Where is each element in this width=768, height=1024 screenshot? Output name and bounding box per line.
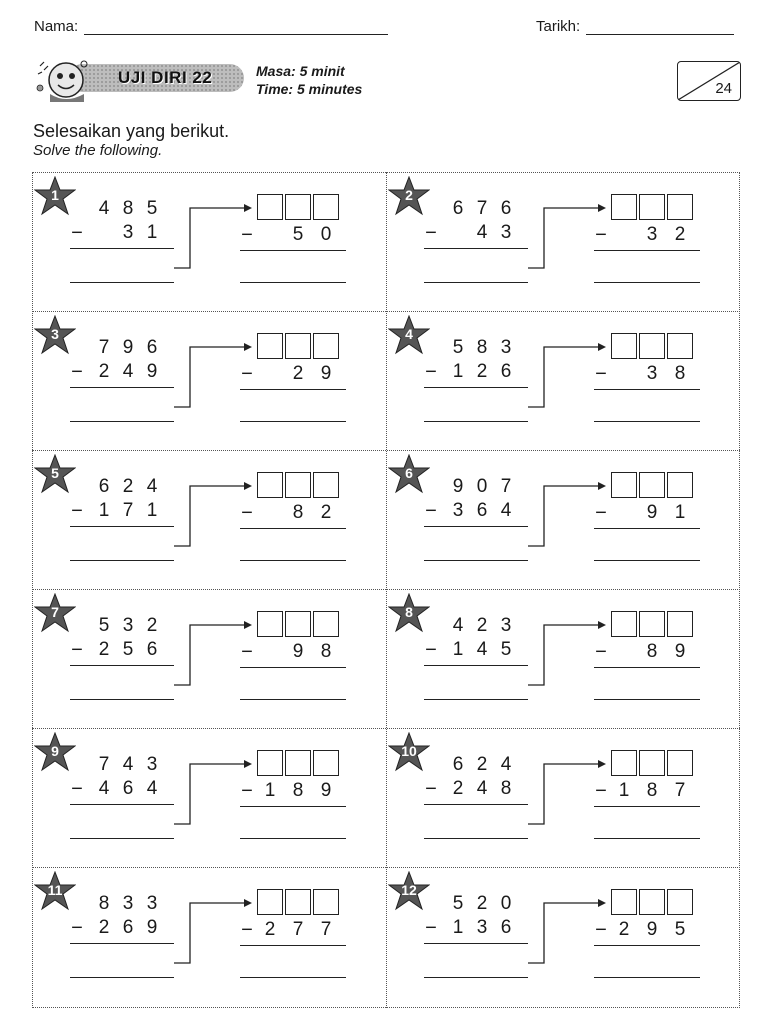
problem-7 [32, 589, 386, 728]
minus-sign: − [71, 917, 83, 939]
answer-line[interactable] [240, 421, 346, 422]
answer-line[interactable] [594, 838, 700, 839]
digit: 3 [476, 917, 488, 938]
answer-line[interactable] [594, 560, 700, 561]
digit: 8 [646, 780, 658, 801]
digit: 8 [674, 363, 686, 384]
digit: 9 [452, 476, 464, 497]
minus-sign: − [595, 641, 607, 663]
digit: 5 [146, 198, 158, 219]
digit: 2 [146, 615, 158, 636]
minus-sign: − [71, 639, 83, 661]
digit: 7 [98, 754, 110, 775]
digit: 1 [146, 500, 158, 521]
problem-number: 5 [51, 465, 59, 481]
clipart-icon [32, 54, 94, 106]
digit: 1 [146, 222, 158, 243]
digit: 7 [476, 198, 488, 219]
title-banner [32, 54, 244, 106]
answer-line[interactable] [594, 699, 700, 700]
digit: 2 [476, 754, 488, 775]
sum-rule [594, 806, 700, 807]
digit: 1 [452, 917, 464, 938]
answer-box[interactable] [257, 194, 283, 220]
minus-sign: − [71, 778, 83, 800]
digit: 2 [476, 615, 488, 636]
digit: 0 [476, 476, 488, 497]
digit: 1 [264, 780, 276, 801]
answer-line[interactable] [240, 560, 346, 561]
digit: 6 [146, 639, 158, 660]
answer-box[interactable] [257, 611, 283, 637]
digit: 6 [122, 917, 134, 938]
minus-sign: − [595, 780, 607, 802]
answer-box[interactable] [285, 750, 311, 776]
answer-box[interactable] [667, 333, 693, 359]
digit: 3 [500, 222, 512, 243]
sum-rule [594, 250, 700, 251]
score-total: 24 [715, 80, 732, 97]
minus-sign: − [71, 222, 83, 244]
tarikh-field[interactable] [536, 18, 734, 35]
digit: 6 [122, 778, 134, 799]
problem-11 [32, 867, 386, 1006]
minus-sign: − [71, 361, 83, 383]
minus-sign: − [425, 361, 437, 383]
digit: 2 [98, 917, 110, 938]
digit: 9 [646, 919, 658, 940]
digit: 3 [146, 893, 158, 914]
digit: 6 [500, 361, 512, 382]
digit: 9 [292, 641, 304, 662]
tarikh-line[interactable] [586, 33, 734, 35]
digit: 9 [674, 641, 686, 662]
digit: 8 [98, 893, 110, 914]
answer-box[interactable] [285, 611, 311, 637]
answer-box[interactable] [611, 611, 637, 637]
digit: 3 [122, 222, 134, 243]
time-limit [256, 62, 362, 98]
digit: 4 [146, 778, 158, 799]
digit: 4 [146, 476, 158, 497]
digit: 7 [292, 919, 304, 940]
answer-box[interactable] [313, 472, 339, 498]
digit: 4 [452, 615, 464, 636]
answer-box[interactable] [667, 472, 693, 498]
digit: 4 [500, 754, 512, 775]
digit: 3 [122, 893, 134, 914]
digit: 1 [452, 639, 464, 660]
tarikh-label: Tarikh: [536, 18, 581, 35]
digit: 8 [646, 641, 658, 662]
instruction-english: Solve the following. [33, 142, 163, 159]
digit: 5 [674, 919, 686, 940]
digit: 5 [452, 337, 464, 358]
digit: 6 [476, 500, 488, 521]
answer-box[interactable] [611, 472, 637, 498]
digit: 5 [122, 639, 134, 660]
digit: 3 [122, 615, 134, 636]
digit: 7 [674, 780, 686, 801]
nama-label: Nama: [34, 18, 79, 35]
digit: 6 [98, 476, 110, 497]
digit: 4 [476, 639, 488, 660]
problem-number: 6 [405, 465, 413, 481]
minus-sign: − [425, 778, 437, 800]
sum-rule [594, 945, 700, 946]
problem-number: 12 [401, 882, 417, 898]
digit: 2 [264, 919, 276, 940]
digit: 0 [500, 893, 512, 914]
minus-sign: − [241, 641, 253, 663]
digit: 3 [500, 615, 512, 636]
digit: 2 [292, 363, 304, 384]
digit: 6 [146, 337, 158, 358]
answer-box[interactable] [285, 472, 311, 498]
problem-number: 3 [51, 326, 59, 342]
problem-number: 4 [405, 326, 413, 342]
problem-8 [386, 589, 740, 728]
digit: 2 [98, 361, 110, 382]
minus-sign: − [241, 363, 253, 385]
digit: 2 [618, 919, 630, 940]
digit: 1 [674, 502, 686, 523]
problem-number: 10 [401, 743, 417, 759]
answer-box[interactable] [285, 194, 311, 220]
digit: 7 [98, 337, 110, 358]
digit: 9 [646, 502, 658, 523]
sum-rule [240, 945, 346, 946]
digit: 9 [320, 780, 332, 801]
problem-3 [32, 311, 386, 450]
answer-box[interactable] [667, 889, 693, 915]
digit: 4 [476, 778, 488, 799]
answer-box[interactable] [639, 333, 665, 359]
digit: 4 [122, 361, 134, 382]
digit: 8 [320, 641, 332, 662]
sum-rule [240, 250, 346, 251]
digit: 8 [476, 337, 488, 358]
sum-rule [594, 528, 700, 529]
problem-4 [386, 311, 740, 450]
answer-box[interactable] [257, 333, 283, 359]
minus-sign: − [425, 222, 437, 244]
digit: 9 [122, 337, 134, 358]
digit: 4 [122, 754, 134, 775]
digit: 6 [452, 754, 464, 775]
digit: 9 [146, 361, 158, 382]
digit: 7 [320, 919, 332, 940]
problem-1 [32, 172, 386, 311]
answer-box[interactable] [639, 889, 665, 915]
problem-number: 7 [51, 604, 59, 620]
answer-box[interactable] [313, 750, 339, 776]
digit: 3 [500, 337, 512, 358]
digit: 5 [452, 893, 464, 914]
answer-box[interactable] [611, 333, 637, 359]
minus-sign: − [425, 500, 437, 522]
answer-box[interactable] [611, 889, 637, 915]
digit: 4 [476, 222, 488, 243]
answer-box[interactable] [257, 889, 283, 915]
problem-6 [386, 450, 740, 589]
answer-line[interactable] [240, 838, 346, 839]
answer-box[interactable] [667, 194, 693, 220]
problem-number: 1 [51, 187, 59, 203]
instruction-malay: Selesaikan yang berikut. [33, 121, 230, 141]
digit: 6 [500, 198, 512, 219]
minus-sign: − [425, 639, 437, 661]
answer-box[interactable] [639, 750, 665, 776]
problem-number: 8 [405, 604, 413, 620]
sum-rule [240, 528, 346, 529]
problem-number: 2 [405, 187, 413, 203]
page-title: UJI DIRI 22 [118, 68, 213, 87]
answer-box[interactable] [285, 889, 311, 915]
answer-box[interactable] [611, 750, 637, 776]
digit: 8 [292, 502, 304, 523]
digit: 2 [122, 476, 134, 497]
problem-9 [32, 728, 386, 867]
answer-line[interactable] [240, 977, 346, 978]
masa-text: Masa: 5 minit [256, 63, 345, 79]
digit: 8 [292, 780, 304, 801]
digit: 9 [320, 363, 332, 384]
digit: 8 [122, 198, 134, 219]
problem-12 [386, 867, 740, 1006]
answer-box[interactable] [667, 611, 693, 637]
nama-field[interactable] [34, 18, 388, 35]
minus-sign: − [425, 917, 437, 939]
sum-rule [594, 667, 700, 668]
minus-sign: − [241, 224, 253, 246]
digit: 3 [146, 754, 158, 775]
digit: 2 [452, 778, 464, 799]
digit: 5 [500, 639, 512, 660]
minus-sign: − [595, 502, 607, 524]
answer-box[interactable] [257, 472, 283, 498]
problem-number: 11 [47, 882, 63, 898]
answer-line[interactable] [594, 282, 700, 283]
problem-2 [386, 172, 740, 311]
minus-sign: − [595, 224, 607, 246]
nama-line[interactable] [84, 33, 388, 35]
answer-line[interactable] [594, 421, 700, 422]
digit: 2 [320, 502, 332, 523]
digit: 1 [98, 500, 110, 521]
digit: 3 [646, 363, 658, 384]
digit: 9 [146, 917, 158, 938]
digit: 3 [646, 224, 658, 245]
answer-line[interactable] [240, 282, 346, 283]
minus-sign: − [71, 500, 83, 522]
sum-rule [240, 667, 346, 668]
score-box[interactable] [677, 61, 741, 101]
digit: 6 [452, 198, 464, 219]
answer-line[interactable] [240, 699, 346, 700]
answer-box[interactable] [639, 472, 665, 498]
digit: 3 [452, 500, 464, 521]
digit: 2 [674, 224, 686, 245]
minus-sign: − [595, 363, 607, 385]
answer-box[interactable] [313, 194, 339, 220]
minus-sign: − [241, 502, 253, 524]
digit: 7 [500, 476, 512, 497]
answer-box[interactable] [313, 611, 339, 637]
answer-box[interactable] [257, 750, 283, 776]
minus-sign: − [595, 919, 607, 941]
digit: 6 [500, 917, 512, 938]
digit: 5 [98, 615, 110, 636]
minus-sign: − [241, 780, 253, 802]
answer-box[interactable] [611, 194, 637, 220]
digit: 1 [452, 361, 464, 382]
digit: 0 [320, 224, 332, 245]
digit: 7 [122, 500, 134, 521]
answer-line[interactable] [594, 977, 700, 978]
answer-box[interactable] [667, 750, 693, 776]
answer-box[interactable] [639, 194, 665, 220]
title-bar [68, 64, 244, 92]
instructions [33, 120, 229, 160]
digit: 4 [98, 778, 110, 799]
problem-5 [32, 450, 386, 589]
digit: 5 [292, 224, 304, 245]
sum-rule [240, 806, 346, 807]
digit: 1 [618, 780, 630, 801]
answer-box[interactable] [313, 889, 339, 915]
digit: 2 [98, 639, 110, 660]
minus-sign: − [241, 919, 253, 941]
answer-box[interactable] [639, 611, 665, 637]
digit: 2 [476, 361, 488, 382]
digit: 4 [98, 198, 110, 219]
sum-rule [240, 389, 346, 390]
digit: 4 [500, 500, 512, 521]
answer-box[interactable] [285, 333, 311, 359]
problem-10 [386, 728, 740, 867]
digit: 2 [476, 893, 488, 914]
digit: 8 [500, 778, 512, 799]
time-text: Time: 5 minutes [256, 81, 363, 97]
sum-rule [594, 389, 700, 390]
problem-number: 9 [51, 743, 59, 759]
answer-box[interactable] [313, 333, 339, 359]
